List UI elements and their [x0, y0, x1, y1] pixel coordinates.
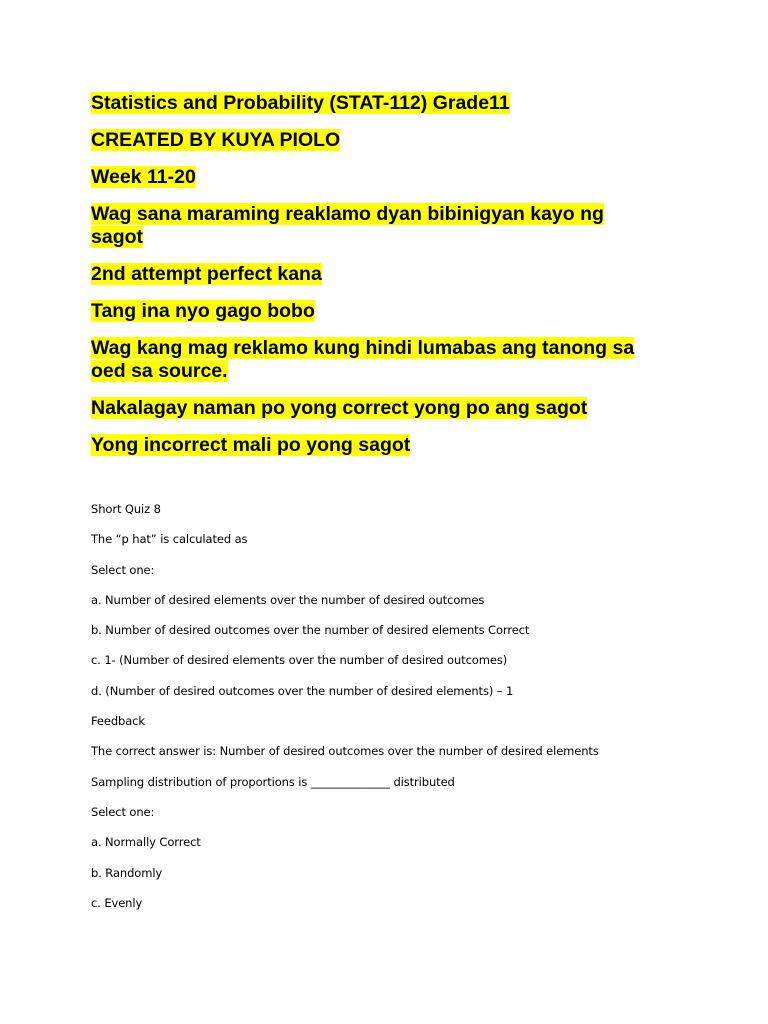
- question-1: The “p hat” is calculated as: [91, 532, 248, 547]
- note-text-6: Yong incorrect mali po yong sagot: [91, 434, 411, 456]
- quiz-title: Short Quiz 8: [91, 502, 161, 516]
- note-text-2: 2nd attempt perfect kana: [91, 263, 322, 285]
- note-line-3: [91, 300, 691, 323]
- question-1-option-b: b. Number of desired outcomes over the number of desired elements Correct: [91, 623, 530, 638]
- author-line: [91, 129, 691, 152]
- note-line-5: [91, 397, 691, 420]
- author-text: CREATED BY KUYA PIOLO: [91, 129, 341, 151]
- question-2-prompt: Select one:: [91, 804, 155, 819]
- note-text-3: Tang ina nyo gago bobo: [91, 300, 315, 322]
- question-1-prompt: Select one:: [91, 562, 155, 577]
- note-text-5: Nakalagay naman po yong correct yong po ang sagot: [91, 397, 588, 419]
- question-2-option-a: a. Normally Correct: [91, 835, 201, 850]
- note-line-6: [91, 434, 691, 457]
- document-title: [91, 92, 691, 115]
- feedback-answer: The correct answer is: Number of desired outcomes over the number of desired elements: [91, 744, 599, 759]
- note-text-1: Wag sana maraming reaklamo dyan bibinigyan kayo ng sagot: [91, 203, 604, 248]
- note-line-2: [91, 263, 691, 286]
- quiz-body: [91, 500, 731, 912]
- question-1-option-d: d. (Number of desired outcomes over the number of desired elements) – 1: [91, 683, 514, 698]
- question-2: Sampling distribution of proportions is ______________ distributed: [91, 774, 455, 789]
- week-line: [91, 166, 691, 189]
- title-text: Statistics and Probability (STAT-112) Grade11: [91, 92, 510, 114]
- question-2-option-b: b. Randomly: [91, 865, 163, 880]
- question-2-option-c: c. Evenly: [91, 895, 143, 910]
- week-text: Week 11-20: [91, 166, 196, 188]
- highlighted-header-block: [91, 92, 691, 457]
- note-text-4: Wag kang mag reklamo kung hindi lumabas ang tanong sa oed sa source.: [91, 337, 635, 382]
- question-1-option-a: a. Number of desired elements over the number of desired outcomes: [91, 592, 485, 607]
- feedback-label: Feedback: [91, 714, 145, 729]
- note-line-4: [91, 337, 666, 383]
- note-line-1: [91, 203, 636, 249]
- question-1-option-c: c. 1- (Number of desired elements over the number of desired outcomes): [91, 653, 508, 668]
